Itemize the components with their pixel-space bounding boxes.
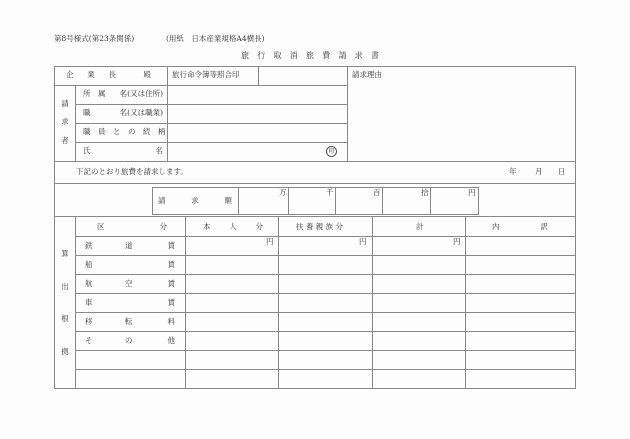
category-row-car: 車 賃 [85,298,175,307]
name-field[interactable] [168,143,346,160]
cell-self-other[interactable] [186,332,278,351]
seal-stamp-icon: 印 [326,146,337,157]
cell-details-car[interactable] [465,294,575,313]
cell-total-air[interactable] [372,275,465,294]
cell-dependents-air[interactable] [278,275,372,294]
amount-field-juu[interactable] [383,188,429,213]
cell-details-rail[interactable] [465,237,575,256]
statement-text: 下記のとおり旅費を請求します。 [76,167,188,176]
cell-dependents-relocation[interactable] [278,313,372,332]
yen-unit-dependents: 円 [359,237,367,246]
cell-self-relocation[interactable] [186,313,278,332]
cell-dependents-blank2[interactable] [278,370,372,389]
affiliation-label: 所 属 名(又は住所) [83,89,163,98]
header-dependents: 扶 養 親 族 分 [296,222,344,231]
cell-total-ship[interactable] [372,256,465,275]
cell-total-other[interactable] [372,332,465,351]
unit-man: 万 [279,188,287,197]
category-row-rail: 鉄 道 賃 [85,241,175,250]
cell-self-blank1[interactable] [186,351,278,370]
header-self: 本 人 分 [203,222,263,231]
paper-note: (用紙 日本産業規格A4横長) [166,34,265,43]
header-total: 計 [416,222,424,231]
amount-field-sen[interactable] [289,188,334,213]
category-blank1-field[interactable] [76,351,184,368]
cell-details-other[interactable] [465,332,575,351]
yen-unit-self: 円 [266,237,274,246]
cell-dependents-ship[interactable] [278,256,372,275]
reason-label: 請求理由 [352,70,382,79]
seal-check-field[interactable] [259,67,346,84]
amount-field-man[interactable] [239,188,287,213]
cell-dependents-other[interactable] [278,332,372,351]
reason-field[interactable] [348,82,573,160]
cell-details-blank1[interactable] [465,351,575,370]
header-details: 内 訳 [492,222,548,231]
cell-total-relocation[interactable] [372,313,465,332]
date-day-label: 日 [558,167,566,176]
breakdown-input-grid [186,237,575,388]
cell-details-blank2[interactable] [465,370,575,389]
cell-total-blank1[interactable] [372,351,465,370]
name-label: 氏 名 [83,146,163,155]
yen-unit-total: 円 [453,237,461,246]
position-field[interactable] [168,105,346,122]
amount-label: 請 求 額 [158,196,232,205]
amount-field-yen[interactable] [431,188,477,213]
cell-dependents-blank1[interactable] [278,351,372,370]
addressee-label: 企 業 長 殿 [66,70,151,79]
seal-check-label: 旅行命令簿等照合印 [172,70,240,79]
unit-sen: 千 [326,188,334,197]
category-row-other: そ の 他 [85,336,175,345]
breakdown-side-label: 算 出 根 拠 [61,249,69,356]
category-row-air: 航 空 賃 [85,279,175,288]
cell-self-blank2[interactable] [186,370,278,389]
cell-self-car[interactable] [186,294,278,313]
affiliation-field[interactable] [168,86,346,103]
claimant-side-label: 請 求 者 [61,99,69,145]
unit-juu: 拾 [421,188,429,197]
cell-self-rail[interactable] [186,237,278,256]
date-month-label: 月 [535,167,543,176]
position-label: 職 名(又は職業) [83,108,163,117]
category-row-ship: 船 賃 [85,260,175,269]
cell-total-blank2[interactable] [372,370,465,389]
cell-total-car[interactable] [372,294,465,313]
cell-details-air[interactable] [465,275,575,294]
cell-details-ship[interactable] [465,256,575,275]
cell-details-relocation[interactable] [465,313,575,332]
cell-total-rail[interactable] [372,237,465,256]
category-row-relocation: 移 転 料 [85,317,175,326]
cell-self-ship[interactable] [186,256,278,275]
cell-self-air[interactable] [186,275,278,294]
cell-dependents-rail[interactable] [278,237,372,256]
amount-field-hyaku[interactable] [336,188,381,213]
header-category: 区 分 [97,222,167,231]
unit-hyaku: 百 [373,188,381,197]
relationship-field[interactable] [168,124,346,141]
category-blank2-field[interactable] [76,370,184,387]
relationship-label: 職 員 と の 続 柄 [83,127,166,136]
form-number: 第8号様式(第23条関係) [54,34,135,43]
unit-yen: 円 [468,188,476,197]
date-year-label: 年 [509,167,517,176]
form-title: 旅 行 取 消 旅 費 請 求 書 [241,51,379,60]
cell-dependents-car[interactable] [278,294,372,313]
